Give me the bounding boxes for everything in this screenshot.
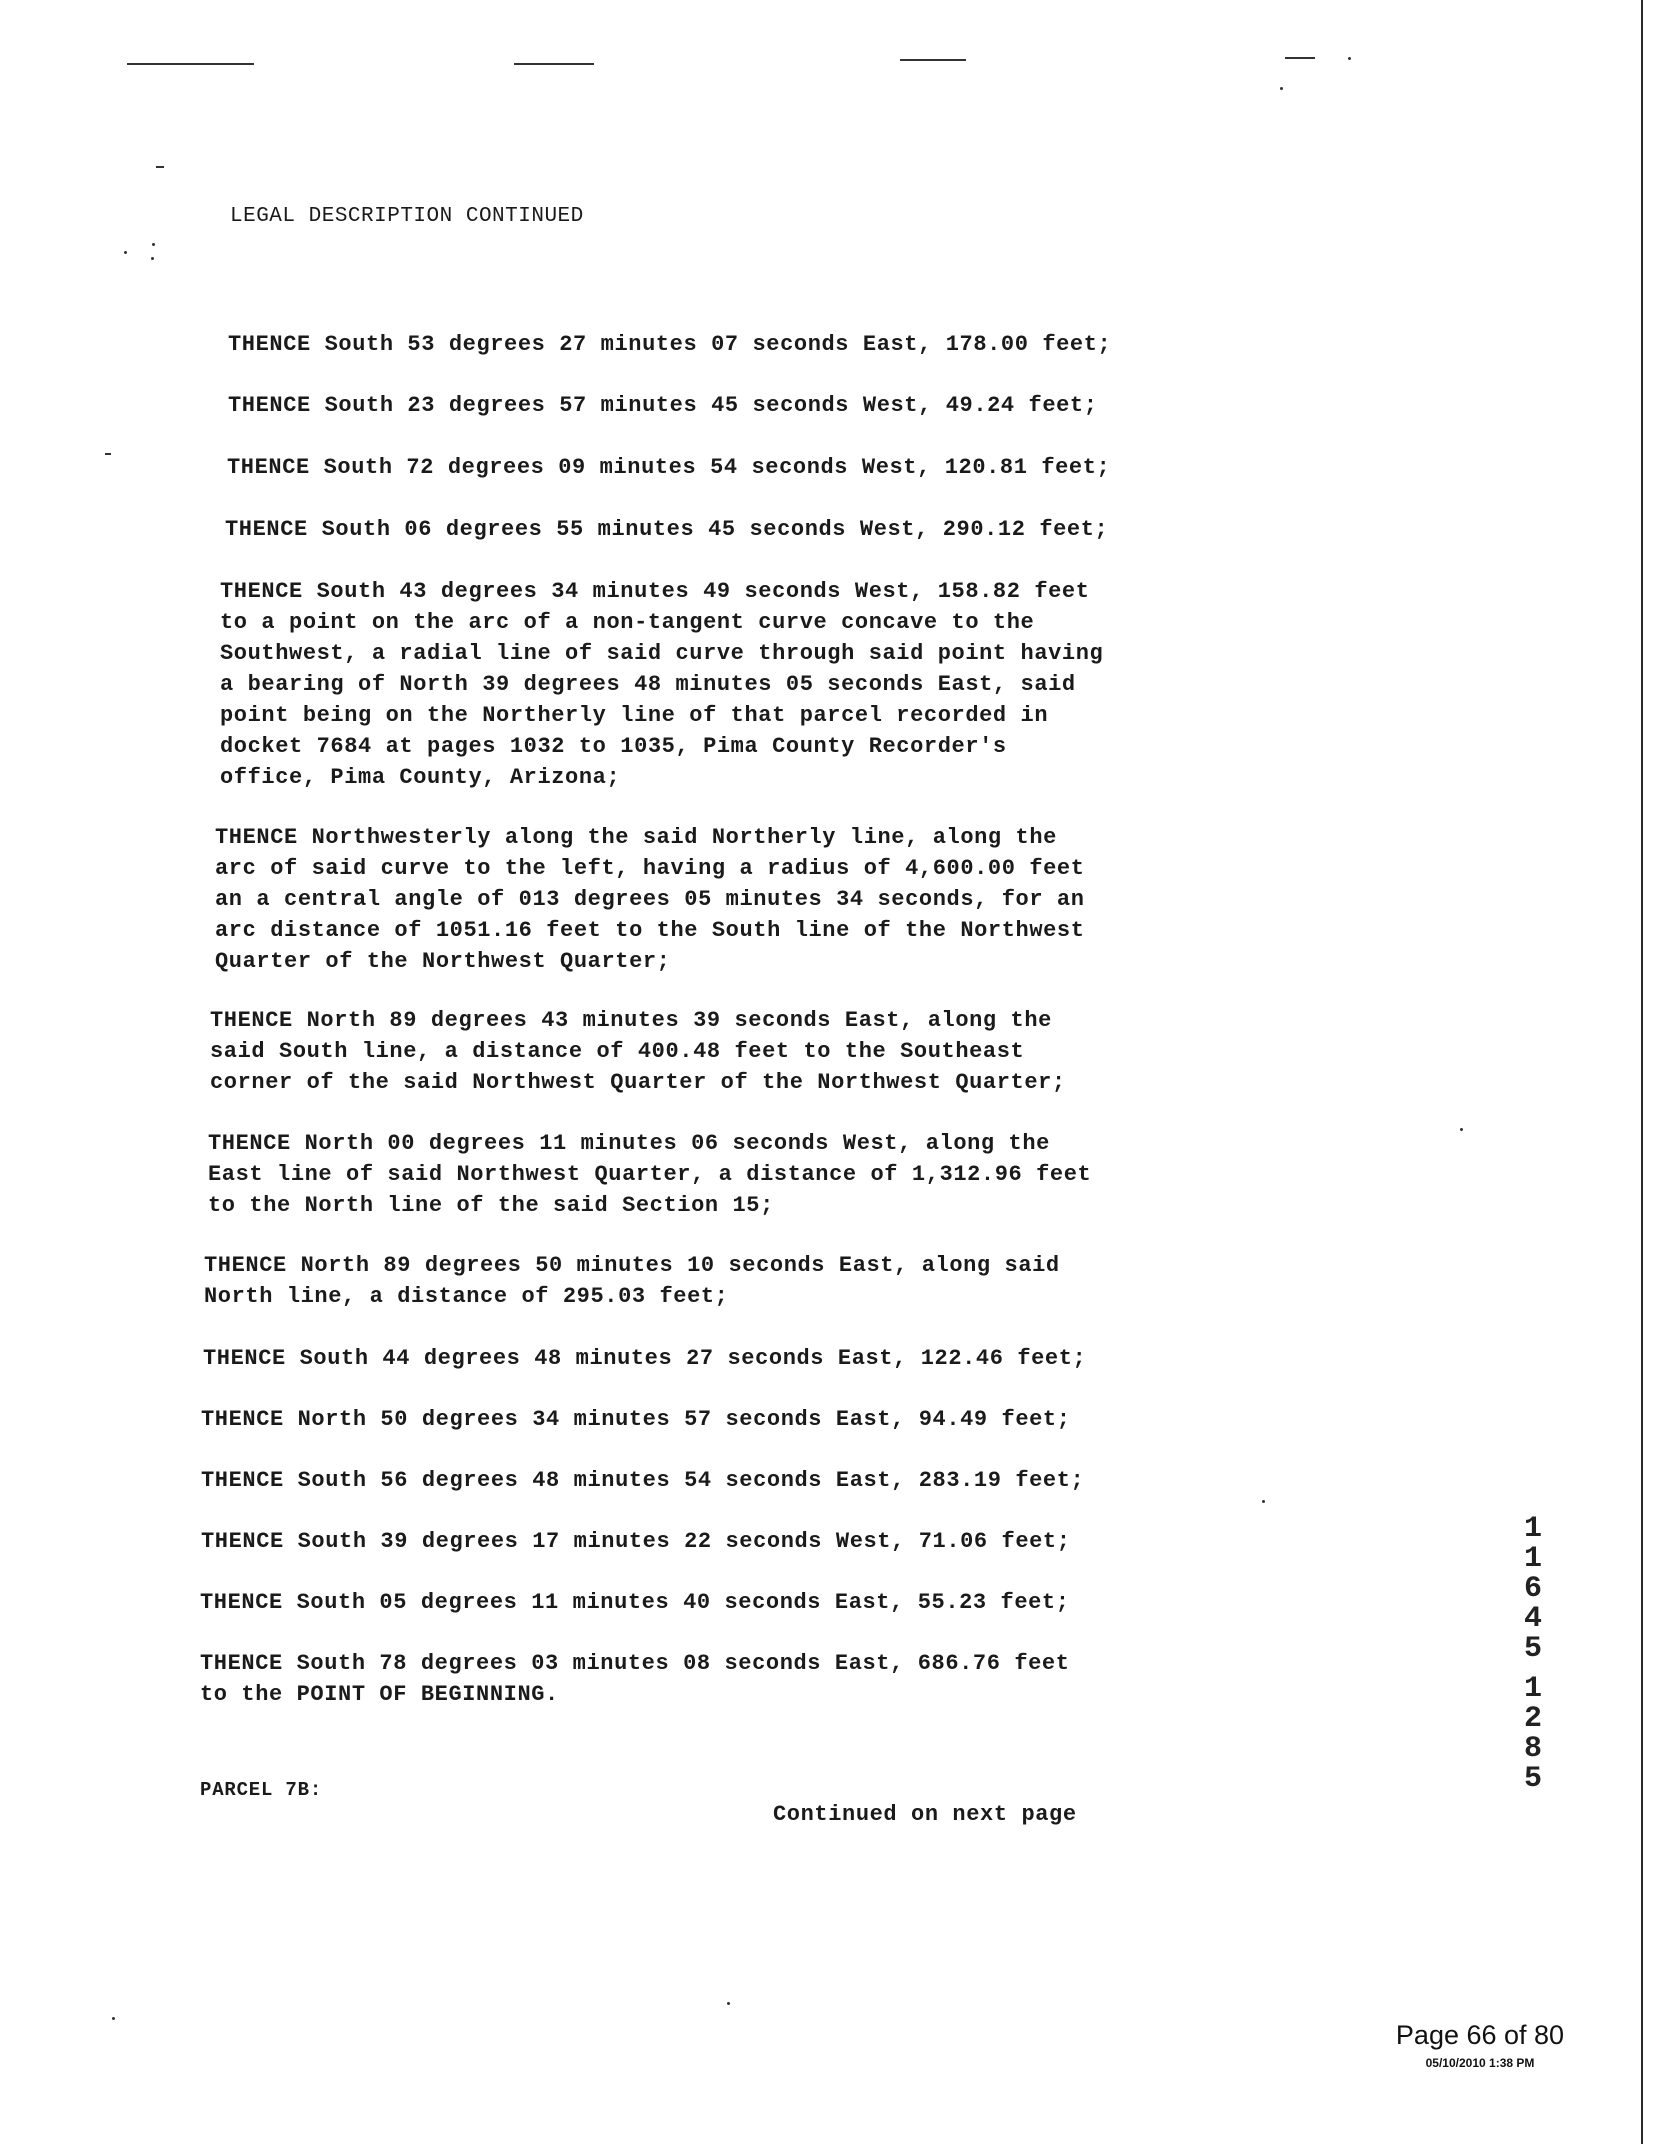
course-paragraph: THENCE South 43 degrees 34 minutes 49 seconds West, 158.82 feet to a point on the arc of a non-tangent curve concave to the Southwest, a radial line of said curve through said point having a bearing of North 39 degrees 48 minutes 05 seconds East, said point being on the Northerly line of that parcel recorded in docket 7684 at pages 1032 to 1035, Pima County Recorder's office, Pima County, Arizona; bbox=[220, 579, 1104, 790]
scan-speck bbox=[1262, 1500, 1265, 1503]
scan-speck bbox=[112, 2017, 115, 2020]
print-timestamp: 05/10/2010 1:38 PM bbox=[1425, 2056, 1535, 2070]
scan-speck bbox=[124, 251, 127, 254]
recording-digit: 1 bbox=[1523, 1672, 1542, 1706]
course-line: THENCE South 06 degrees 55 minutes 45 seconds West, 290.12 feet; bbox=[225, 517, 1109, 542]
course-line: THENCE South 23 degrees 57 minutes 45 seconds West, 49.24 feet; bbox=[228, 393, 1098, 418]
recording-number bbox=[1518, 1514, 1548, 1794]
recording-digit: 8 bbox=[1523, 1732, 1542, 1766]
scan-speck bbox=[1348, 57, 1351, 60]
scan-speck bbox=[1280, 87, 1283, 90]
course-paragraph: THENCE North 89 degrees 43 minutes 39 seconds East, along the said South line, a distance of 400.48 feet to the Southeast corner of the said Northwest Quarter of the Northwest Quarter; bbox=[210, 1008, 1066, 1095]
recording-digit: 4 bbox=[1523, 1602, 1542, 1636]
scan-speck bbox=[152, 243, 155, 246]
scan-mark bbox=[514, 63, 594, 65]
recording-digit: 1 bbox=[1523, 1542, 1542, 1576]
course-line: THENCE South 39 degrees 17 minutes 22 seconds West, 71.06 feet; bbox=[201, 1529, 1071, 1554]
course-line: THENCE South 72 degrees 09 minutes 54 seconds West, 120.81 feet; bbox=[227, 455, 1111, 480]
course-line: THENCE South 05 degrees 11 minutes 40 seconds East, 55.23 feet; bbox=[200, 1590, 1070, 1615]
scan-mark bbox=[156, 166, 164, 168]
section-heading: LEGAL DESCRIPTION CONTINUED bbox=[230, 205, 584, 228]
course-line: THENCE South 56 degrees 48 minutes 54 seconds East, 283.19 feet; bbox=[201, 1468, 1085, 1493]
scan-mark bbox=[105, 453, 111, 455]
scan-speck bbox=[727, 2002, 730, 2005]
course-line: THENCE South 53 degrees 27 minutes 07 seconds East, 178.00 feet; bbox=[228, 332, 1112, 357]
recording-digit: 5 bbox=[1523, 1632, 1542, 1666]
recording-digit: 5 bbox=[1523, 1762, 1542, 1796]
course-paragraph: THENCE Northwesterly along the said Northerly line, along the arc of said curve to the left, having a radius of 4,600.00 feet an a central angle of 013 degrees 05 minutes 34 seconds, for an arc distance of 1051.16 feet to the South line of the Northwest Quarter of the Northwest Quarter; bbox=[215, 825, 1085, 974]
scan-mark bbox=[127, 63, 254, 65]
recording-digit: 2 bbox=[1523, 1702, 1542, 1736]
scan-mark bbox=[1285, 57, 1315, 59]
course-line: THENCE South 44 degrees 48 minutes 27 seconds East, 122.46 feet; bbox=[203, 1346, 1087, 1371]
page-edge-line bbox=[1641, 0, 1643, 2144]
scan-mark bbox=[900, 59, 966, 61]
recording-digit: 1 bbox=[1523, 1512, 1542, 1546]
parcel-label: PARCEL 7B: bbox=[200, 1779, 323, 1801]
scan-speck bbox=[151, 257, 154, 260]
course-paragraph: THENCE South 78 degrees 03 minutes 08 seconds East, 686.76 feet to the POINT OF BEGINNING. bbox=[200, 1651, 1070, 1707]
continued-note: Continued on next page bbox=[773, 1802, 1077, 1827]
recording-digit: 6 bbox=[1523, 1572, 1542, 1606]
course-line: THENCE North 50 degrees 34 minutes 57 seconds East, 94.49 feet; bbox=[201, 1407, 1071, 1432]
page-number: Page 66 of 80 bbox=[1395, 2020, 1565, 2050]
course-paragraph: THENCE North 00 degrees 11 minutes 06 seconds West, along the East line of said Northwest Quarter, a distance of 1,312.96 feet to the North line of the said Section 15; bbox=[208, 1131, 1092, 1218]
course-paragraph: THENCE North 89 degrees 50 minutes 10 seconds East, along said North line, a distance of 295.03 feet; bbox=[204, 1253, 1060, 1309]
scan-speck bbox=[1460, 1128, 1463, 1131]
